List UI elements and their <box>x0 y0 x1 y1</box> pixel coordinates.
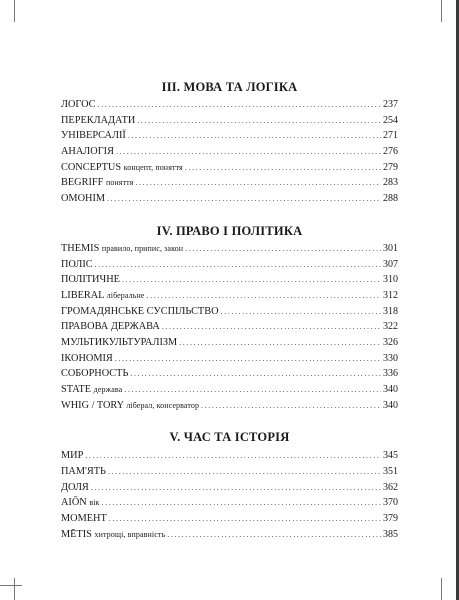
entry-term: STATE <box>61 384 92 395</box>
dot-leader <box>201 398 381 414</box>
entry-title <box>61 319 160 335</box>
toc-entry[interactable] <box>61 335 398 351</box>
page-number: 326 <box>383 336 398 348</box>
entry-term: THEMIS <box>61 242 100 254</box>
toc-entry[interactable] <box>61 448 398 464</box>
entry-gloss: ліберал, консерватор <box>126 400 200 410</box>
toc-entry[interactable] <box>61 97 398 113</box>
entry-title <box>61 398 199 414</box>
crop-mark-top-right <box>441 0 442 22</box>
toc-entry[interactable] <box>61 511 398 527</box>
dot-leader <box>185 241 381 257</box>
page-number: 288 <box>383 193 398 205</box>
page-number: 237 <box>383 99 398 110</box>
toc-entry[interactable] <box>61 366 398 382</box>
dot-leader <box>108 464 381 480</box>
page-number: 322 <box>383 321 398 333</box>
page-number: 312 <box>383 289 398 301</box>
entry-title <box>61 288 145 304</box>
toc-entry[interactable] <box>61 272 398 288</box>
entry-gloss: хитрощі, вправність <box>94 529 166 539</box>
dot-leader <box>221 304 381 320</box>
page-number: 362 <box>383 481 398 493</box>
entry-term: ГРОМАДЯНСЬКЕ СУСПІЛЬСТВО <box>61 305 219 317</box>
entry-term: BEGRIFF <box>61 177 104 189</box>
entry-term: МОМЕНТ <box>61 513 107 525</box>
entry-term: ПАМ'ЯТЬ <box>61 466 106 478</box>
entry-term: WHIG / TORY <box>61 399 124 411</box>
entry-term: LIBERAL <box>61 289 105 301</box>
dot-leader <box>116 144 381 160</box>
entry-title <box>61 257 93 273</box>
entry-term: ПРАВОВА ДЕРЖАВА <box>61 321 160 333</box>
entry-gloss: держава <box>93 385 123 394</box>
dot-leader <box>147 288 382 304</box>
entry-title <box>61 495 100 511</box>
page-number: 279 <box>383 161 398 173</box>
entry-term: АНАЛОГІЯ <box>61 146 114 158</box>
entry-title <box>61 113 135 129</box>
entry-title <box>61 272 120 288</box>
entry-term: ІКОНОМІЯ <box>61 352 113 364</box>
toc-entry[interactable] <box>61 304 398 320</box>
entry-term: ЛОГОС <box>61 99 96 110</box>
table-of-contents <box>61 78 398 543</box>
dot-leader <box>185 160 381 176</box>
dot-leader <box>107 191 381 207</box>
dot-leader <box>115 351 381 367</box>
toc-entry[interactable] <box>61 398 398 414</box>
entry-title <box>61 480 89 496</box>
entry-gloss: поняття <box>105 178 134 188</box>
dot-leader <box>179 335 381 351</box>
dot-leader <box>102 495 381 511</box>
entry-term: ПЕРЕКЛАДАТИ <box>61 114 136 126</box>
page-number: 310 <box>383 274 398 286</box>
dot-leader <box>128 128 381 144</box>
page-number: 301 <box>383 242 398 254</box>
entry-gloss: правило, припис, закон <box>101 243 184 253</box>
toc-section <box>61 78 398 207</box>
section-title: IV. ПРАВО І ПОЛІТИКА <box>156 223 303 238</box>
page-number: 254 <box>383 114 398 126</box>
dot-leader <box>122 272 381 288</box>
section-title: V. ЧАС ТА ІСТОРІЯ <box>169 430 290 445</box>
dot-leader <box>130 366 381 382</box>
page-number: 276 <box>383 146 398 158</box>
entry-term: ПОЛІТИЧНЕ <box>61 274 120 286</box>
toc-entry[interactable] <box>61 144 398 160</box>
toc-entry[interactable] <box>61 480 398 496</box>
page-number: 336 <box>383 368 398 380</box>
toc-section <box>61 428 398 542</box>
entry-gloss: ліберальне <box>106 290 145 300</box>
entry-gloss: концепт, поняття <box>123 162 183 172</box>
entry-title <box>61 128 126 144</box>
entry-title <box>61 160 183 176</box>
entry-term: СОБОРНОСТЬ <box>61 368 129 380</box>
entry-title <box>61 527 165 543</box>
dot-leader <box>124 382 381 398</box>
entry-title <box>61 511 107 527</box>
entry-title <box>61 448 83 464</box>
toc-entry[interactable] <box>61 257 398 273</box>
entry-term: ОМОНІМ <box>61 193 106 205</box>
dot-leader <box>85 448 381 464</box>
toc-section <box>61 222 398 414</box>
dot-leader <box>95 257 381 273</box>
dot-leader <box>162 319 381 335</box>
toc-entry[interactable] <box>61 351 398 367</box>
entry-term: CONCEPTUS <box>61 161 122 173</box>
toc-entry[interactable] <box>61 527 398 543</box>
entry-term: МИР <box>61 450 84 462</box>
entry-term: MĒTIS <box>61 528 92 540</box>
toc-entry[interactable] <box>61 128 398 144</box>
toc-entry[interactable] <box>61 495 398 511</box>
dot-leader <box>135 175 381 191</box>
dot-leader <box>109 511 381 527</box>
toc-entry[interactable] <box>61 464 398 480</box>
page-number: 318 <box>383 305 398 317</box>
page-number: 385 <box>383 528 398 540</box>
page-number: 307 <box>383 258 398 270</box>
entry-title <box>61 366 128 382</box>
entry-title <box>61 351 113 367</box>
entry-term: AIŌN <box>61 497 87 509</box>
toc-entry[interactable] <box>61 175 398 191</box>
entry-term: УНІВЕРСАЛІЇ <box>61 130 126 142</box>
page-number: 340 <box>383 399 398 411</box>
entry-term: ПОЛІС <box>61 258 93 270</box>
toc-entry[interactable] <box>61 113 398 129</box>
page-number: 345 <box>383 450 398 462</box>
entry-title <box>61 144 114 160</box>
page-number: 340 <box>383 384 398 395</box>
entry-title <box>61 304 219 320</box>
dot-leader <box>137 113 381 129</box>
crop-mark-bottom-left <box>14 578 15 600</box>
crop-mark-left-bottom <box>0 585 22 586</box>
entry-title <box>61 464 106 480</box>
page-number: 351 <box>383 466 398 478</box>
dot-leader <box>98 97 381 113</box>
toc-entry[interactable] <box>61 241 398 257</box>
toc-entry[interactable] <box>61 160 398 176</box>
toc-entry[interactable] <box>61 191 398 207</box>
entry-title <box>61 175 133 191</box>
dot-leader <box>91 480 381 496</box>
toc-entry[interactable] <box>61 382 398 398</box>
entry-title <box>61 97 96 113</box>
entry-term: МУЛЬТИКУЛЬТУРАЛІЗМ <box>61 336 178 348</box>
entry-title <box>61 191 105 207</box>
page-number: 330 <box>383 352 398 364</box>
entry-title <box>61 241 183 257</box>
entry-title <box>61 382 122 398</box>
dot-leader <box>167 527 381 543</box>
crop-mark-bottom-right <box>441 578 442 600</box>
entry-gloss: вік <box>89 498 100 508</box>
section-title: III. МОВА ТА ЛОГІКА <box>161 80 298 94</box>
crop-mark-top-left <box>14 0 15 22</box>
toc-entry[interactable] <box>61 288 398 304</box>
entry-title <box>61 335 177 351</box>
page-number: 379 <box>383 513 398 525</box>
page-number: 271 <box>383 130 398 142</box>
page-number: 370 <box>383 497 398 509</box>
toc-entry[interactable] <box>61 319 398 335</box>
entry-term: ДОЛЯ <box>61 481 89 493</box>
page-number: 283 <box>383 177 398 189</box>
